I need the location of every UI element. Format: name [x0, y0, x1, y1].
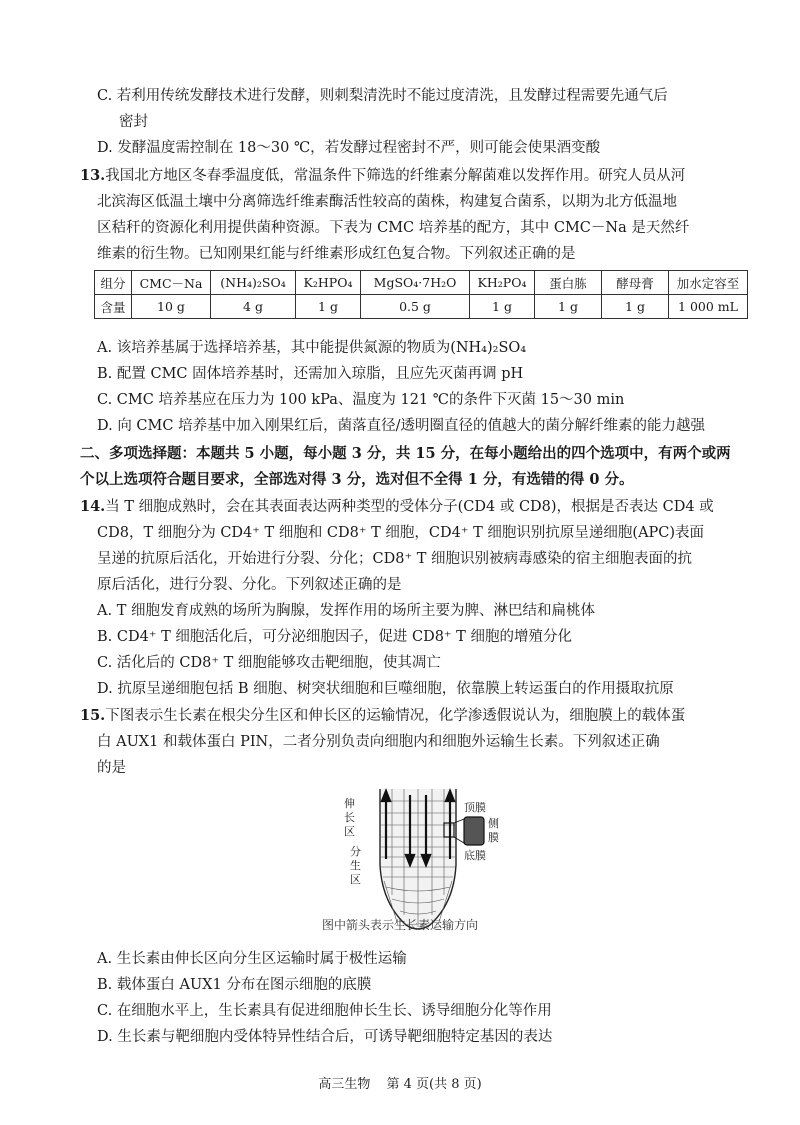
section2-heading-line2: 个以上选项符合题目要求，全部选对得 3 分，选对但不全得 1 分，有选错的得 0 分。	[80, 471, 634, 488]
table-row	[95, 295, 748, 319]
table-cell: KH₂PO₄	[470, 271, 535, 295]
table-cell: (NH₄)₂SO₄	[211, 271, 296, 295]
q13-number: 13.	[80, 167, 106, 184]
q12-option-c-line1: C. 若利用传统发酵技术进行发酵，则刺梨清洗时不能过度清洗，且发酵过程需要先通气后	[97, 88, 668, 104]
table-cell: 10 g	[132, 295, 211, 319]
footer-page-number: 第 4 页(共 8 页)	[386, 1077, 482, 1092]
q14-stem-line3: 呈递的抗原后活化，开始进行分裂、分化；CD8⁺ T 细胞识别被病毒感染的宿主细胞表面的抗	[97, 551, 692, 567]
table-cell: 4 g	[211, 295, 296, 319]
q14-stem-line2: CD8，T 细胞分为 CD4⁺ T 细胞和 CD8⁺ T 细胞，CD4⁺ T 细胞识别抗原呈递细胞(APC)表面	[97, 525, 705, 541]
enlarged-cell	[464, 817, 484, 845]
q14-stem-line4: 原后活化，进行分裂、分化。下列叙述正确的是	[97, 577, 402, 593]
q15-option-d: D. 生长素与靶细胞内受体特异性结合后，可诱导靶细胞特定基因的表达	[97, 1029, 553, 1045]
q15-option-b: B. 载体蛋白 AUX1 分布在图示细胞的底膜	[97, 977, 372, 993]
q12-option-d: D. 发酵温度需控制在 18～30 ℃，若发酵过程密封不严，则可能会使果酒变酸	[97, 140, 601, 156]
table-cell: 0.5 g	[361, 295, 470, 319]
q14-option-d: D. 抗原呈递细胞包括 B 细胞、树突状细胞和巨噬细胞，依靠膜上转运蛋白的作用摄取抗原	[97, 681, 674, 697]
table-cell: CMC－Na	[132, 271, 211, 295]
label-meristem-3: 区	[350, 873, 361, 886]
label-elongation-1: 伸	[344, 797, 355, 810]
q14-stem-line1	[0, 494, 800, 520]
q13-option-d: D. 向 CMC 培养基中加入刚果红后，菌落直径/透明圈直径的值越大的菌分解纤维素的能力越强	[97, 418, 705, 434]
table-cell: 1 000 mL	[669, 295, 748, 319]
table-cell: 加水定容至	[669, 271, 748, 295]
table-cell: 酵母膏	[602, 271, 669, 295]
q15-stem-text: 下图表示生长素在根尖分生区和伸长区的运输情况，化学渗透假说认为，细胞膜上的载体蛋	[105, 708, 686, 724]
q13-stem-line1	[0, 163, 800, 189]
q14-option-a: A. T 细胞发育成熟的场所为胸腺，发挥作用的场所主要为脾、淋巴结和扁桃体	[97, 603, 595, 619]
footer-subject: 高三生物	[318, 1077, 371, 1092]
q15-stem-line2: 白 AUX1 和载体蛋白 PIN，二者分别负责向细胞内和细胞外运输生长素。下列叙述正确	[97, 734, 660, 750]
label-meristem-2: 生	[350, 859, 361, 872]
table-cell: 蛋白胨	[535, 271, 602, 295]
cmc-medium-table	[94, 270, 748, 319]
table-cell: 1 g	[470, 295, 535, 319]
figure-caption: 图中箭头表示生长素运输方向	[321, 918, 478, 932]
table-header-row	[95, 271, 748, 295]
label-top-membrane: 顶膜	[464, 801, 486, 814]
q14-option-c: C. 活化后的 CD8⁺ T 细胞能够攻击靶细胞，使其凋亡	[97, 655, 441, 671]
q13-stem-text: 我国北方地区冬春季温度低，常温条件下筛选的纤维素分解菌难以发挥作用。研究人员从河	[105, 168, 686, 184]
q15-option-c: C. 在细胞水平上，生长素具有促进细胞伸长生长、诱导细胞分化等作用	[97, 1003, 552, 1019]
q15-option-a: A. 生长素由伸长区向分生区运输时属于极性运输	[97, 951, 407, 967]
q14-option-b: B. CD4⁺ T 细胞活化后，可分泌细胞因子，促进 CD8⁺ T 细胞的增殖分化	[97, 629, 572, 645]
label-side-membrane-2: 膜	[488, 831, 499, 844]
q13-stem-line4: 维素的衍生物。已知刚果红能与纤维素形成红色复合物。下列叙述正确的是	[97, 246, 576, 262]
label-bottom-membrane: 底膜	[464, 849, 486, 862]
q12-option-c-line2: 密封	[119, 114, 148, 130]
q13-option-c: C. CMC 培养基应在压力为 100 kPa、温度为 121 ℃的条件下灭菌 15～30 min	[97, 392, 625, 408]
q14-number: 14.	[80, 498, 106, 515]
label-side-membrane-1: 侧	[488, 817, 499, 830]
page-footer	[0, 1073, 800, 1092]
label-elongation-2: 长	[344, 811, 355, 824]
table-cell: 1 g	[296, 295, 361, 319]
q14-stem-text: 当 T 细胞成熟时，会在其表面表达两种类型的受体分子(CD4 或 CD8)，根据是否表达 CD4 或	[105, 499, 714, 515]
table-cell: 1 g	[535, 295, 602, 319]
table-cell: K₂HPO₄	[296, 271, 361, 295]
q13-stem-line3: 区秸秆的资源化利用提供菌种资源。下表为 CMC 培养基的配方，其中 CMC－Na 是天然纤	[97, 220, 690, 236]
label-meristem-1: 分	[350, 845, 361, 858]
table-cell: MgSO₄·7H₂O	[361, 271, 470, 295]
q13-option-b: B. 配置 CMC 固体培养基时，还需加入琼脂，且应先灭菌再调 pH	[97, 366, 524, 382]
q15-number: 15.	[80, 707, 106, 724]
section2-heading-line1: 二、多项选择题：本题共 5 小题，每小题 3 分，共 15 分，在每小题给出的四个选项中，有两个或两	[80, 445, 731, 462]
q15-stem-line1	[0, 703, 800, 729]
q13-option-a: A. 该培养基属于选择培养基，其中能提供氮源的物质为(NH₄)₂SO₄	[97, 340, 527, 356]
q15-stem-line3: 的是	[97, 760, 126, 776]
table-cell: 含量	[95, 295, 132, 319]
q13-stem-line2: 北滨海区低温土壤中分离筛选纤维素酶活性较高的菌株，构建复合菌系，以期为北方低温地	[97, 194, 677, 210]
table-cell: 组分	[95, 271, 132, 295]
label-elongation-3: 区	[344, 825, 355, 838]
table-cell: 1 g	[602, 295, 669, 319]
